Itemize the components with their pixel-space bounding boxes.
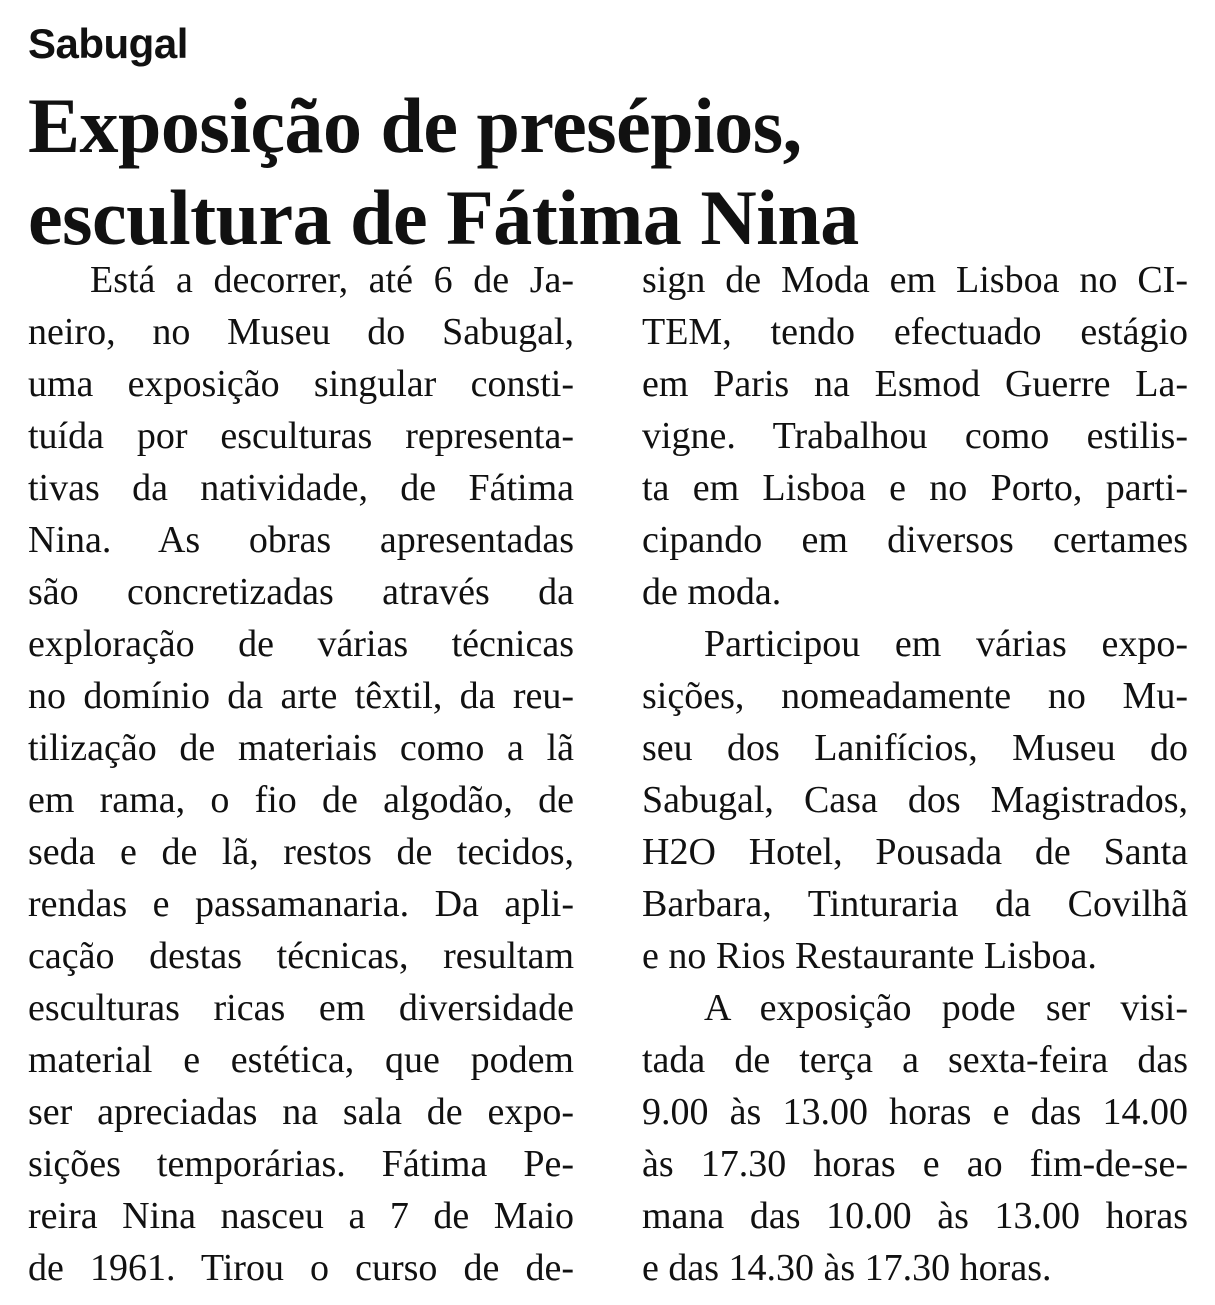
text-line: cação destas técnicas, resultam (28, 935, 574, 977)
text-line: H2O Hotel, Pousada de Santa (642, 831, 1188, 873)
text-line: A exposição pode ser visi- (704, 987, 1188, 1029)
text-line: sign de Moda em Lisboa no CI- (642, 259, 1188, 301)
text-line: tada de terça a sexta-feira das (642, 1039, 1188, 1081)
text-line: esculturas ricas em diversidade (28, 987, 574, 1029)
article-column-left (28, 254, 574, 1294)
text-line: de 1961. Tirou o curso de de- (28, 1247, 574, 1289)
text-line: 9.00 às 13.00 horas e das 14.00 (642, 1091, 1188, 1133)
text-line: mana das 10.00 às 13.00 horas (642, 1195, 1188, 1237)
text-line: TEM, tendo efectuado estágio (642, 311, 1188, 353)
text-line: vigne. Trabalhou como estilis- (642, 415, 1188, 457)
text-line: em rama, o fio de algodão, de (28, 779, 574, 821)
text-line: e no Rios Restaurante Lisboa. (642, 935, 1097, 977)
text-line: e das 14.30 às 17.30 horas. (642, 1247, 1052, 1289)
headline-line: Exposição de presépios, (28, 82, 802, 169)
headline-line: escultura de Fátima Nina (28, 174, 859, 261)
text-line: reira Nina nasceu a 7 de Maio (28, 1195, 574, 1237)
text-line: Barbara, Tinturaria da Covilhã (642, 883, 1188, 925)
text-line: Está a decorrer, até 6 de Ja- (90, 259, 574, 301)
text-line: sições, nomeadamente no Mu- (642, 675, 1188, 717)
text-line: seda e de lã, restos de tecidos, (28, 831, 574, 873)
text-line: Participou em várias expo- (704, 623, 1188, 665)
text-line: rendas e passamanaria. Da apli- (28, 883, 574, 925)
text-line: no domínio da arte têxtil, da reu- (28, 675, 574, 717)
text-line: de moda. (642, 571, 782, 613)
text-line: cipando em diversos certames (642, 519, 1188, 561)
text-line: Nina. As obras apresentadas (28, 519, 574, 561)
text-line: tuída por esculturas representa- (28, 415, 574, 457)
text-line: seu dos Lanifícios, Museu do (642, 727, 1188, 769)
section-kicker: Sabugal (28, 20, 188, 67)
text-line: às 17.30 horas e ao fim-de-se- (642, 1143, 1188, 1185)
text-line: material e estética, que podem (28, 1039, 574, 1081)
text-line: tivas da natividade, de Fátima (28, 467, 574, 509)
text-line: Sabugal, Casa dos Magistrados, (642, 779, 1188, 821)
text-line: em Paris na Esmod Guerre La- (642, 363, 1188, 405)
text-line: sições temporárias. Fátima Pe- (28, 1143, 574, 1185)
text-line: tilização de materiais como a lã (28, 727, 574, 769)
text-line: ta em Lisboa e no Porto, parti- (642, 467, 1188, 509)
text-line: são concretizadas através da (28, 571, 574, 613)
article-column-right (642, 254, 1188, 1294)
text-line: exploração de várias técnicas (28, 623, 574, 665)
article-headline (28, 80, 1178, 264)
text-line: ser apreciadas na sala de expo- (28, 1091, 574, 1133)
text-line: uma exposição singular consti- (28, 363, 574, 405)
text-line: neiro, no Museu do Sabugal, (28, 311, 574, 353)
